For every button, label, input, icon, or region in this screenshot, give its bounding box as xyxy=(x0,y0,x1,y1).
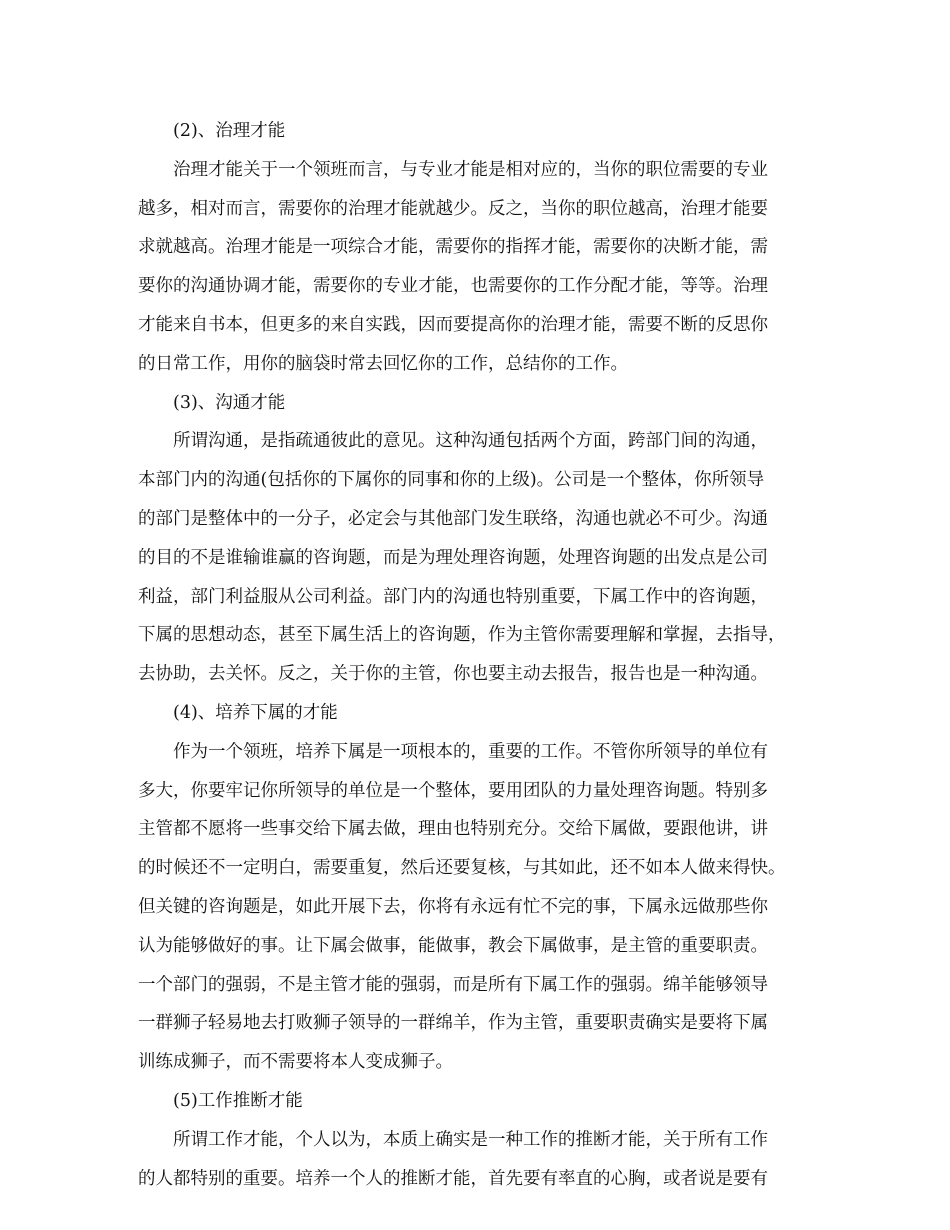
text-line: 所谓沟通，是指疏通彼此的意见。这种沟通包括两个方面，跨部门间的沟通， xyxy=(173,431,768,452)
text-line: 的部门是整体中的一分子，必定会与其他部门发生联络，沟通也就必不可少。沟通 xyxy=(138,508,768,529)
text-line: 认为能够做好的事。让下属会做事，能做事，教会下属做事，是主管的重要职责。 xyxy=(138,935,768,956)
text-line: (5)工作推断才能 xyxy=(173,1090,303,1111)
text-line: (2)、治理才能 xyxy=(173,121,286,141)
text-line: 的时候还不一定明白，需要重复，然后还要复核，与其如此，还不如本人做来得快。 xyxy=(138,858,786,879)
text-line: 本部门内的沟通(包括你的下属你的同事和你的上级)。公司是一个整体，你所领导 xyxy=(138,470,765,491)
text-line: 训练成狮子，而不需要将本人变成狮子。 xyxy=(138,1052,453,1073)
text-line: (3)、沟通才能 xyxy=(173,392,286,413)
text-line: 要你的沟通协调才能，需要你的专业才能，也需要你的工作分配才能，等等。治理 xyxy=(138,276,768,297)
text-line: 一个部门的强弱，不是主管才能的强弱，而是所有下属工作的强弱。绵羊能够领导 xyxy=(138,974,768,995)
document-body xyxy=(138,112,818,1198)
text-line: 所谓工作才能，个人以为，本质上确实是一种工作的推断才能，关于所有工作 xyxy=(173,1129,768,1150)
text-line: 求就越高。治理才能是一项综合才能，需要你的指挥才能，需要你的决断才能，需 xyxy=(138,237,768,258)
text-line: 治理才能关于一个领班而言，与专业才能是相对应的，当你的职位需要的专业 xyxy=(173,159,768,180)
text-line: (4)、培养下属的才能 xyxy=(173,702,338,723)
text-line: 下属的思想动态，甚至下属生活上的咨询题，作为主管你需要理解和掌握，去指导， xyxy=(138,625,786,646)
text-line: 才能来自书本，但更多的来自实践，因而要提高你的治理才能，需要不断的反思你 xyxy=(138,314,768,335)
text-line: 的目的不是谁输谁赢的咨询题，而是为理处理咨询题，处理咨询题的出发点是公司 xyxy=(138,547,768,568)
text-line: 的日常工作，用你的脑袋时常去回忆你的工作，总结你的工作。 xyxy=(138,353,628,374)
text-line: 作为一个领班，培养下属是一项根本的，重要的工作。不管你所领导的单位有 xyxy=(173,741,768,762)
text-line: 主管都不愿将一些事交给下属去做，理由也特别充分。交给下属做，要跟他讲，讲 xyxy=(138,819,768,840)
text-line: 但关键的咨询题是，如此开展下去，你将有永远有忙不完的事，下属永远做那些你 xyxy=(138,896,768,917)
text-line: 一群狮子轻易地去打败狮子领导的一群绵羊，作为主管，重要职责确实是要将下属 xyxy=(138,1013,768,1034)
text-line: 利益，部门利益服从公司利益。部门内的沟通也特别重要，下属工作中的咨询题， xyxy=(138,586,768,607)
text-line: 越多，相对而言，需要你的治理才能就越少。反之，当你的职位越高，治理才能要 xyxy=(138,198,768,219)
text-line: 的人都特别的重要。培养一个人的推断才能，首先要有率直的心胸，或者说是要有 xyxy=(138,1168,768,1189)
text-line: 多大，你要牢记你所领导的单位是一个整体，要用团队的力量处理咨询题。特别多 xyxy=(138,780,768,801)
text-line: 去协助，去关怀。反之，关于你的主管，你也要主动去报告，报告也是一种沟通。 xyxy=(138,664,768,685)
